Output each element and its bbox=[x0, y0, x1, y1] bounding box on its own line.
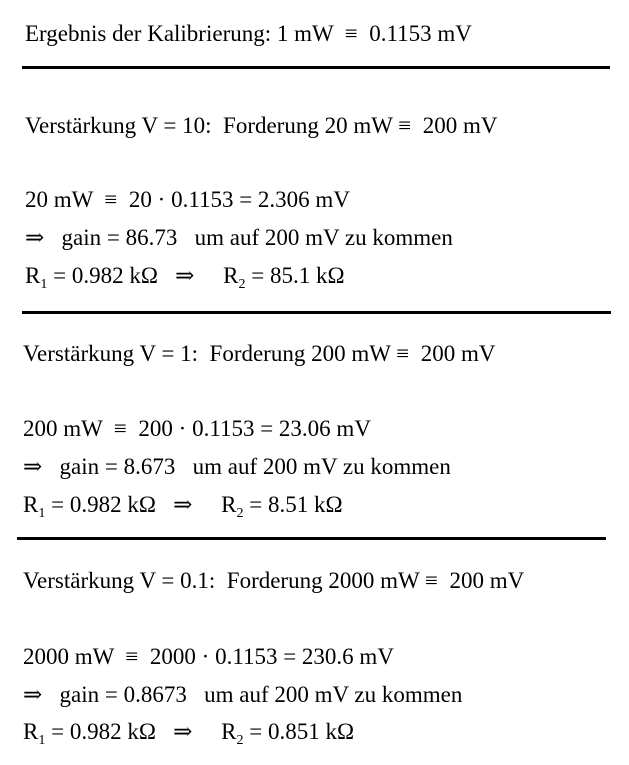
divider bbox=[22, 66, 610, 69]
r1-subscript: 1 bbox=[38, 506, 46, 521]
resistor-line bbox=[23, 491, 343, 519]
r2-value: = 85.1 kΩ bbox=[245, 263, 345, 288]
r1-subscript: 1 bbox=[40, 277, 48, 292]
conversion-line: 200 mW ≡ 200 · 0.1153 = 23.06 mV bbox=[23, 416, 371, 441]
r2-subscript: 2 bbox=[236, 506, 244, 521]
divider bbox=[22, 311, 611, 314]
r1-symbol: R bbox=[25, 263, 41, 288]
section-heading: Verstärkung V = 1: Forderung 200 mW ≡ 200 mV bbox=[23, 341, 496, 366]
r1-subscript: 1 bbox=[38, 733, 46, 748]
divider bbox=[17, 537, 606, 540]
conversion-line: 2000 mW ≡ 2000 · 0.1153 = 230.6 mV bbox=[23, 644, 394, 669]
r1-value: = 0.982 kΩ ⇒ R bbox=[45, 719, 237, 744]
resistor-line bbox=[23, 718, 354, 746]
gain-line: ⇒ gain = 8.673 um auf 200 mV zu kommen bbox=[23, 454, 451, 479]
r2-subscript: 2 bbox=[238, 277, 246, 292]
gain-line: ⇒ gain = 0.8673 um auf 200 mV zu kommen bbox=[23, 682, 463, 707]
section-heading: Verstärkung V = 10: Forderung 20 mW ≡ 200 mV bbox=[25, 113, 498, 138]
r1-symbol: R bbox=[23, 719, 39, 744]
r2-value: = 0.851 kΩ bbox=[243, 719, 355, 744]
calibration-result: Ergebnis der Kalibrierung: 1 mW ≡ 0.1153 mV bbox=[25, 21, 472, 46]
r2-subscript: 2 bbox=[236, 733, 244, 748]
r1-symbol: R bbox=[23, 492, 39, 517]
resistor-line bbox=[25, 262, 345, 290]
gain-line: ⇒ gain = 86.73 um auf 200 mV zu kommen bbox=[25, 225, 453, 250]
r1-value: = 0.982 kΩ ⇒ R bbox=[47, 263, 239, 288]
r2-value: = 8.51 kΩ bbox=[243, 492, 343, 517]
section-heading: Verstärkung V = 0.1: Forderung 2000 mW ≡ 200 mV bbox=[23, 568, 525, 593]
r1-value: = 0.982 kΩ ⇒ R bbox=[45, 492, 237, 517]
conversion-line: 20 mW ≡ 20 · 0.1153 = 2.306 mV bbox=[25, 187, 350, 212]
